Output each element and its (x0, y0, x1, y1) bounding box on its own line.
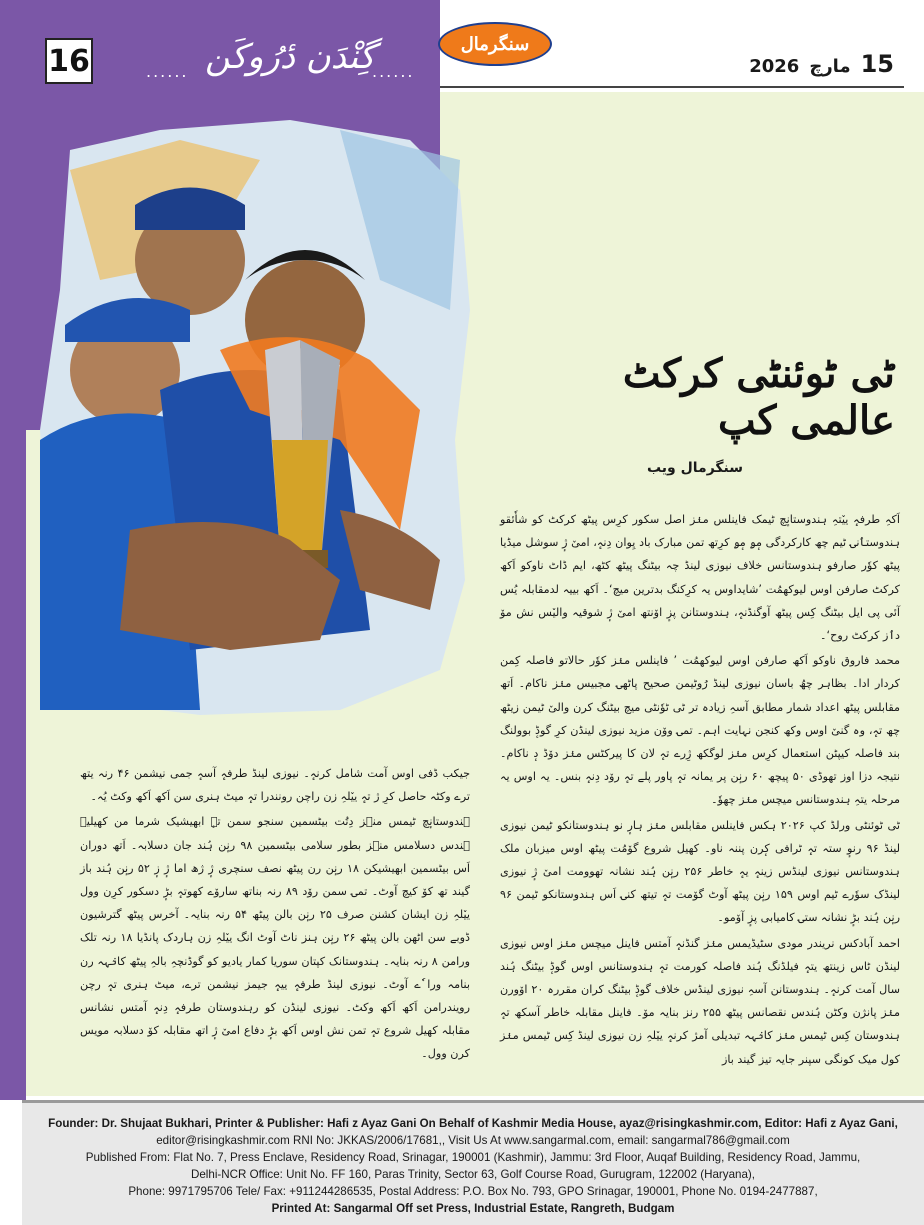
article-byline: سنگرمال ویب (646, 460, 744, 476)
page-number: 16 (45, 38, 93, 84)
section-dots-left: ...... (146, 62, 189, 81)
article-column-right (500, 508, 900, 1090)
article-paragraph: ہندوستانٕچ ٹیمس منٛز دِتُت بیٹسمین سنجو سمن تہٕ ابھیشیک شرما من کھیلیہ ہندس دسلامس منٛز بطور سلامی بیٹسمین ۹۸ رنٕن ہُند جان دسلابہ۔ اَتھ دوران اَس بیٹسمین ابھیشیکن ۱۸ رنٕن رن پیٹھ نصف سنچری ژٕ ژھ اما ژٕ زٕ ۵۲ رنٕن ہُند باز گیند تھ کۆ کیچ آوٹ۔ تمۍ سمن رۆد ۸۹ رنہ بناتھ سارۆے کھوتہٕ بڑٕ دسکور کرِن وول ییٚلہِ زن ایشان کشنن صرف ۲۵ رنٕن بالن پیٹھ ۵۴ رنہ بنایہ۔ آخرس پیٹھ گترشیون ڈوبے سن اٹھن بالن پیٹھ ۲۶ رنٕن ہنز ناٹ آوٹ انگ ییٚلہِ زن ہاردک پانڈیا ۱۸ رنہ تلک ورامن ۸ رنہ بنایہ۔ ہندوستانک کپتان سوریا کمار یادیو کو گوڈنچہِ بالہِ پیٹھ کانٛہہ رن بنامہ ورا ٗے آوٹ۔ نیوزی لینڈ طرفہٕ ییہٕ جیمز نیشمن ترے، میٹ ہنری تہٕ رچن رویندرامن اَکھ اَکھ وکٹ۔ نیوزی لینڈن کو رہندوستان طرفہٕ دِنہٕ آمتس نشانس مقابلہ کھیل شروع تہٕ تمن نش اوس اَکھ بڑٕ دفاع امیٚ ژٕ اتھ مقابلہ کۆ دسلابہ مویس کرن وول۔ (80, 815, 471, 1061)
newspaper-logo: سنگرمال (438, 22, 552, 66)
footer-line-published: Published From: Flat No. 7, Press Enclave, Residency Road, Srinagar, 190001 (Kashmir), Jammu: 3rd Floor, Auqaf Building, Residency Road, Jammu, (85, 1151, 861, 1164)
trophy-celebration-photo (40, 110, 470, 730)
footer-line-contact: editor@risingkashmir.com RNI No: JKKAS/2006/17681,, Visit Us At www.sangarmal.com, email: sangarmal786@gmail.com (156, 1134, 790, 1147)
article-headline: ٹی ٹوئنٹی کرکٹ عالمی کپ (622, 350, 895, 444)
article-paragraph: اَکہِ طرفہٕ ییٚتہِ ہندوستانٕچ ٹیمک فاینلس منٛز اصل سکور کرِس پیٹھ کرکٹ کو شاٗئقو ہندوستٲنۍ ٹیم چھ کارکردگی مٕۄ مٕۄ کرِتھ تمن مبارک باد یِوان دِنہٕ، امیٚ ژٕ سوشل میڈیا پیٹھ کوٗر صارفو ہندوستانس خلاف نیوزی لینڈ چہ بیٹنگ پیٹھ کٹھ، ایم ڈاٹ ناوکو اَکھ کرکٹ صارفن اوس لیوکھمُت ’شایداوس یہ کرِکنگ بدترین میچ‘۔ اَکھ بییہ لدمقابلہ یُس آئی پی ایل بیٹنگ کِس پیٹھ آوگنڈنہٕ، ہندوستانن پزٕ اوٚنتھ امیٚ ژٕ شوقیہ والیٚس نش مۆ دٲز کرکٹ روح‘۔ (500, 513, 900, 643)
section-dots-right: ...... (372, 62, 415, 81)
left-purple-strip (0, 0, 26, 1100)
article-paragraph: احمد آبادکس نریندر مودی سٹیڈیمس منٛز گنڈنہٕ آمتس فاینل میچس منٛز اوس نیوزی لینڈن ٹاس زینتھ یتہٕ فیلڈنگ ہُند فاصلہ کورمت تہٕ ہندوستانس اوس گوڈٕ بیٹنگ ہُند سال آمت کرنہٕ۔ ہندوستانن آسہِ نیوزی لینڈس خلاف گوڈٕ بیٹنگ کران مقررہ ۲۰ اوٚورن منٛز پانژن وکٹن ہُندس نقصانس پیٹھ ۲۵۵ رنز بنایہ مۆ۔ فاینل مقابلہ خاطر آسکھ تہٕ ہندوستان کِس ٹیمس منٛز کانٛہہ تبدیلی آمژ کرنہٕ ییٚلہِ زن نیوزی لینڈ کِس ٹیمس منٛز کول میک کونگی سپنر جایہ تیز گیند باز (500, 936, 901, 1066)
article-paragraph: جیکب ڈفی اوس آمت شامل کرنہٕ۔ نیوزی لینڈ طرفہٕ آسہٕ جمی نیشمن ۴۶ رنہ یتھ ترے وکٹہ حاصل کرِ ژ تہٕ ییٚلہِ زن راچن رونندرا تہٕ میٹ ہنری سن اَکھ اَکھ وکٹ یُہ۔ (80, 767, 470, 804)
date-day: 15 (860, 50, 894, 78)
footer-line-founder: Founder: Dr. Shujaat Bukhari, Printer & Publisher: Hafi z Ayaz Gani On Behalf of Kashmir Media House, ayaz@risingkashmir.com, Editor: Hafi z Ayaz Gani, (48, 1117, 898, 1130)
footer-line-delhi-office: Delhi-NCR Office: Unit No. FF 160, Paras Trinity, Sector 63, Golf Course Road, Gurugram, 122002 (Haryana), (190, 1168, 756, 1181)
footer-line-phone: Phone: 9971795706 Tele/ Fax: +911244286535, Postal Address: P.O. Box No. 793, GPO Srinagar, 190001, Phone No. 0194-2477887, (128, 1185, 818, 1198)
header-rule (440, 86, 904, 88)
issue-date (749, 50, 894, 78)
footer-line-printed-at: Printed At: Sangarmal Off set Press, Industrial Estate, Rangreth, Budgam (271, 1202, 675, 1215)
date-month: مارچ (809, 56, 851, 77)
article-paragraph: محمد فاروق ناوکو اَکھ صارفن اوس لیوکھمُت ’ فاینلس منٛز کوٗر حالاتو فاصلہ کِمن کردار ادا۔ بظاہر چھُ باسان نیوزی لینڈ رُوٹیمن صحیح پاٹھۍ مجبیس منٛز ناکام۔ اَتھ مقابلس پیٹھ اعداد شمار مطابق آسہِ زیادہ تر ٹی ٹوٗنٹی میچ بیٹنگ کرن والیٚ ٹیمن زیٹھ چھ تہٕ، وہ گنیٚ اوس وکھ کنجن نہایت اہم۔ تمۍ وۆن مزید نیوزی لینڈن کرِ گوڈٕ بوولنگ بند فاصلہ کیپٹن استعمال کرِس منٛز لوگکھ ژِرے تہٕ لان کا پیرکٹس منٛز دۆڈ دٕ ناکام۔ نتیجہ دزا اوز تھوڈی ۵۰ پیچھ ۶۰ رنٕن پر یمانہ تہٕ پاور پلے تہٕ رۆد دِنہٕ بنس۔ یہ اوس یہ مرحلہ یتہِ ہندوستانس میچس منٛز چھوٗ۔ (500, 654, 900, 807)
article-column-left (80, 762, 470, 1092)
date-year: 2026 (749, 56, 800, 77)
article-paragraph: ٹی ٹوئنٹی ورلڈ کپ ۲۰۲۶ ہکس فاینلس مقابلس منٛز ہارٕ نو ہندوستانکو ٹیمن نیوزی لینڈ ۹۶ رنوٕ ستہ تہٕ ٹرافی کٕرن پننہ ناو۔ کھیل شروع گوٚمُت پیٹھ اوس میزبان ملک ہندوستانس نیوزی لینڈس زینہٕ یہٕ خاطر ۲۵۶ رنٕن ہُند نشانہ تھوومت امیٚ ژٕ نیوزی لینڈک سوٗرے ٹیم اوس ۱۵۹ رنٕن پیٹھ آوٹ گوٚمت تہٕ تیتھ کنۍ اَس ہندوستانکو ٹیمن ۹۶ رنٕن ہُند بڑٕ نشانہ ستۍ کامیابی پزٕ آوٚمو۔ (500, 818, 900, 925)
section-title: گِنْدَن دٔرُوکَن (204, 37, 376, 77)
imprint-footer (22, 1100, 924, 1225)
